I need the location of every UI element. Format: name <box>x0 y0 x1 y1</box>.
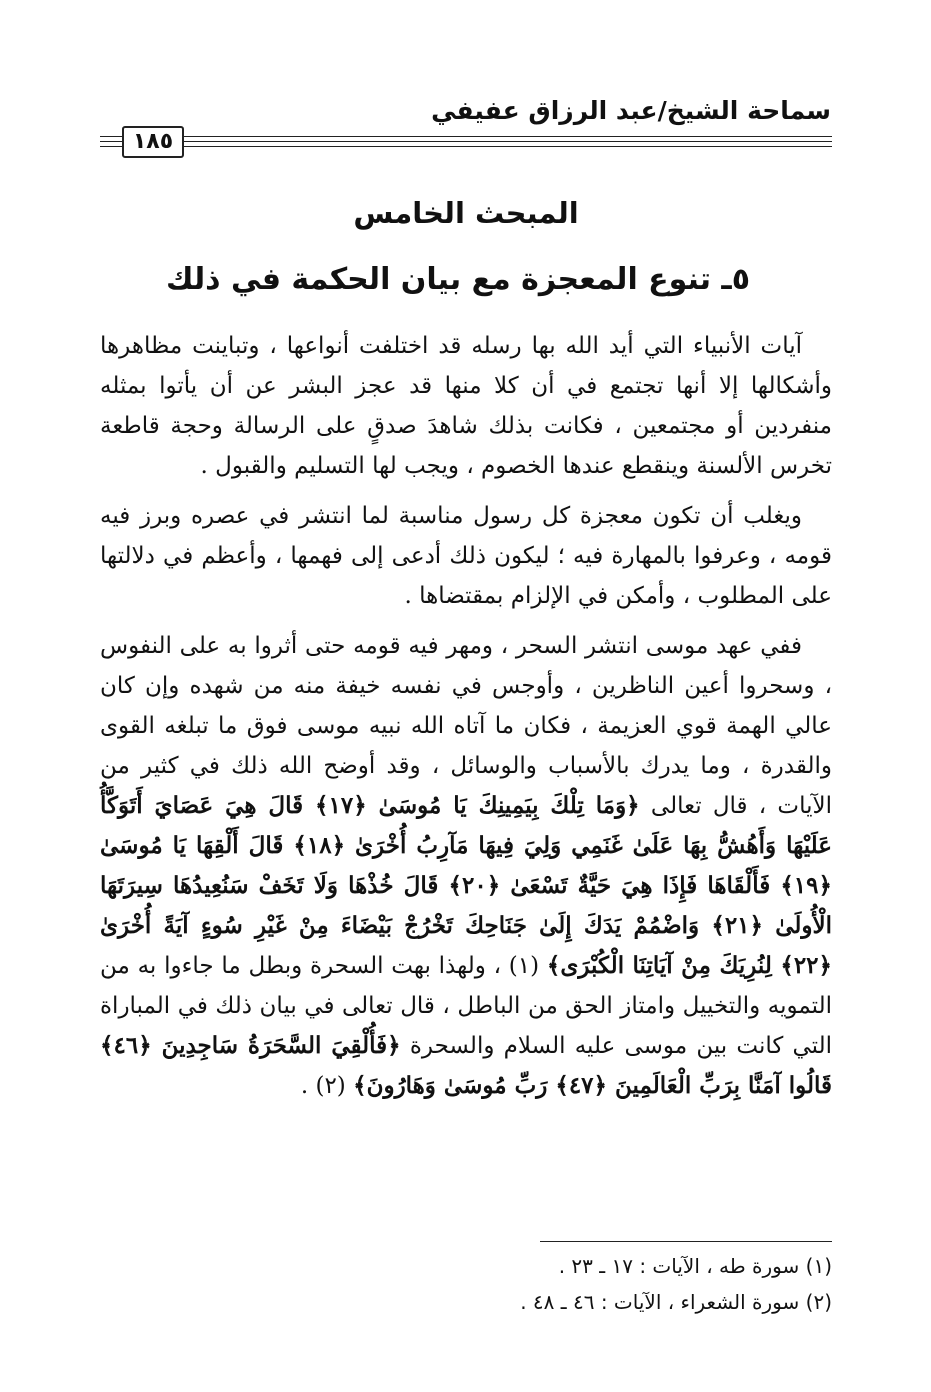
rule-line <box>100 136 122 137</box>
quran-verse: ﴿وَمَا تِلْكَ بِيَمِينِكَ يَا مُوسَىٰ ﴿١٧﴾ قَالَ هِيَ عَصَايَ أَتَوَكَّأُ عَلَيْهَا وَأَهُشُّ بِهَا عَلَىٰ غَنَمِي وَلِيَ فِيهَا مَآرِبُ أُخْرَىٰ ﴿١٨﴾ قَالَ أَلْقِهَا يَا مُوسَىٰ ﴿١٩﴾ فَأَلْقَاهَا فَإِذَا هِيَ حَيَّةٌ تَسْعَىٰ ﴿٢٠﴾ قَالَ خُذْهَا وَلَا تَخَفْ سَنُعِيدُهَا سِيرَتَهَا الْأُولَىٰ ﴿٢١﴾ وَاضْمُمْ يَدَكَ إِلَىٰ جَنَاحِكَ تَخْرُجْ بَيْضَاءَ مِنْ غَيْرِ سُوءٍ آيَةً أُخْرَىٰ ﴿٢٢﴾ لِنُرِيَكَ مِنْ آيَاتِنَا الْكُبْرَى﴾ <box>100 792 833 979</box>
paragraph-text: ففي عهد موسى انتشر السحر ، ومهر فيه قومه حتى أثروا به على النفوس ، وسحروا أعين الناظرين ، وأوجس في نفسه خيفة منه من شهده وإن كان عالي الهمة قوي العزيمة ، فكان ما آتاه الله نبيه موسى فوق ما تبلغه القوى والقدرة ، وما يدرك بالأسباب والوسائل ، وقد أوضح الله ذلك في كثير من الآيات ، قال تعالى <box>100 633 833 819</box>
running-title: سماحة الشيخ/عبد الرزاق عفيفي <box>431 96 831 125</box>
rule-line <box>182 141 832 142</box>
footnote: (١) سورة طه ، الآيات : ١٧ ـ ٢٣ . <box>558 1254 832 1278</box>
header-rule <box>100 124 832 156</box>
quran-verse: ﴿فَأُلْقِيَ السَّحَرَةُ سَاجِدِينَ ﴿٤٦﴾ قَالُوا آمَنَّا بِرَبِّ الْعَالَمِينَ ﴿٤٧﴾ رَبِّ مُوسَىٰ وَهَارُونَ﴾ <box>100 1032 832 1099</box>
paragraph: آيات الأنبياء التي أيد الله بها رسله قد اختلفت أنواعها ، وتباينت مظاهرها وأشكالها إلا أنها تجتمع في أن كلا منها قد عجز البشر عن أن يأتوا بمثله منفردين أو مجتمعين ، فكانت بذلك شاهدَ صدقٍ على الرسالة وحجة قاطعة تخرس الألسنة وينقطع عندها الخصوم ، ويجب لها التسليم والقبول . <box>100 333 832 479</box>
paragraph: ويغلب أن تكون معجزة كل رسول مناسبة لما انتشر في عصره وبرز فيه قومه ، وعرفوا بالمهارة فيه ؛ ليكون ذلك أدعى إلى فهمها ، وأعظم في دلالتها على المطلوب ، وأمكن في الإلزام بمقتضاها . <box>100 503 832 609</box>
footnotes <box>100 1248 832 1320</box>
paragraph-text: (١) ، ولهذا بهت السحرة وبطل ما جاءوا به من التمويه والتخييل وامتاز الحق من الباطل ، قال تعالى في بيان ذلك في المباراة التي كانت بين موسى عليه السلام والسحرة <box>100 953 833 1059</box>
paragraph-with-verses <box>100 626 832 1106</box>
rule-line <box>182 136 832 137</box>
chapter-heading: ٥ـ تنوع المعجزة مع بيان الحكمة في ذلك <box>165 262 750 297</box>
footnote-separator <box>540 1241 832 1242</box>
page-number: ١٨٥ <box>122 126 184 158</box>
footnote: (٢) سورة الشعراء ، الآيات : ٤٦ ـ ٤٨ . <box>520 1290 832 1314</box>
body-text <box>100 326 832 1106</box>
paragraph-text: (٢) . <box>300 1073 346 1099</box>
rule-line <box>182 146 832 147</box>
rule-line <box>100 141 122 142</box>
section-title: المبحث الخامس <box>353 196 579 230</box>
rule-line <box>100 146 122 147</box>
